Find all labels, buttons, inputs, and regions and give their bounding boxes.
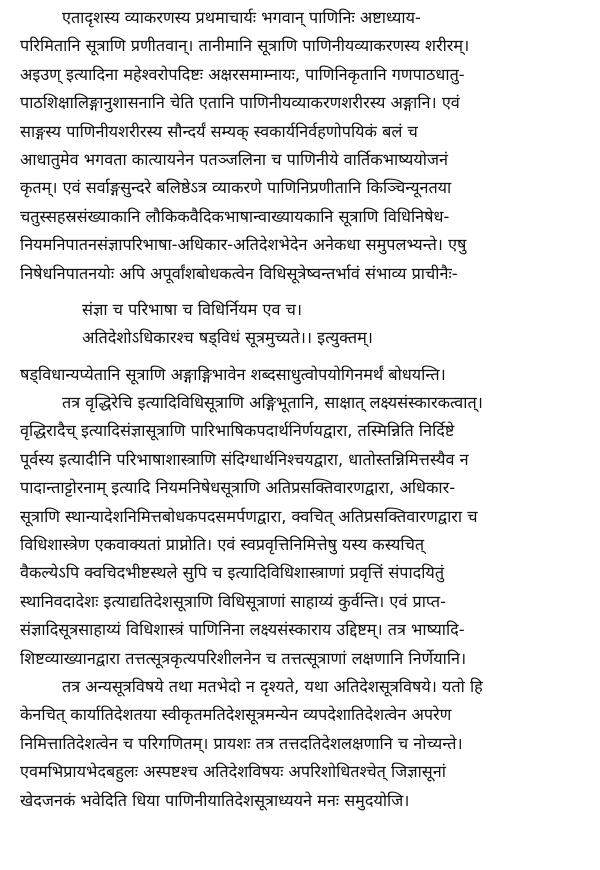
verse-line: अतिदेशोऽधिकारश्च षड्विधं सूत्रमुच्यते।। इत्युक्तम्। [82, 328, 373, 348]
text-line: एतादृशस्य व्याकरणस्य प्रथमाचार्यः भगवान् पाणिनिः अष्टाध्याय- [62, 8, 421, 27]
spacer [20, 288, 590, 296]
text-line: कृतम्। एवं सर्वाङ्गसुन्दरे बलिष्ठेऽत्र व्याकरणे पाणिनिप्रणीतानि किञ्चिन्यूनतया [20, 178, 452, 198]
text-line: खेदजनकं भवेदिति धिया पाणिनीयातिदेशसूत्राध्ययने मनः समुदयोजि। [20, 790, 410, 810]
text-line: साङ्गस्य पाणिनीयशरीरस्य सौन्दर्यं सम्यक् स्वकार्यनिर्वहणोपयिकं बलं च [20, 121, 418, 141]
verse-line: संज्ञा च परिभाषा च विधिर्नियम एव च। [82, 299, 303, 319]
text-line: वैकल्येऽपि क्वचिदभीष्टस्थले सुपि च इत्यादिविधिशास्त्राणां प्रवृत्तिं संपादयितुं [20, 563, 445, 583]
paragraph-intro [20, 4, 590, 288]
text-line: निषेधनिपातनयोः अपि अपूर्वांशबोधकत्वेन विधिसूत्रेष्वन्तर्भावं संभाव्य प्राचीनैः- [20, 263, 458, 283]
text-line: सूत्राणि स्थान्यादेशनिमित्तबोधकपदसमर्पणद्वारा, क्वचित् अतिप्रसक्तिवारणद्वारा च [20, 506, 478, 526]
text-line: तत्र अन्यसूत्रविषये तथा मतभेदो न दृश्यते, यथा अतिदेशसूत्रविषये। यतो हि [62, 676, 483, 696]
text-line: निमित्तातिदेशत्वेन च परिगणितम्। प्रायशः तत्र तत्तदतिदेशलक्षणानि च नोच्यन्ते। [20, 733, 463, 753]
text-line: अइउण् इत्यादिना महेश्वरोपदिष्टः अक्षरसमाम्नायः, पाणिनिकृतानि गणपाठधातु- [20, 64, 465, 84]
text-line: परिमितानि सूत्राणि प्रणीतवान्। तानीमानि सूत्राणि पाणिनीयव्याकरणस्य शरीरम्। [20, 36, 470, 56]
text-line: केनचित् कार्यातिदेशतया स्वीकृतमतिदेशसूत्रमन्येन व्यपदेशातिदेशत्वेन अपरेण [20, 705, 452, 725]
text-line: शिष्टव्याख्यानद्वारा तत्तत्सूत्रकृत्यपरिशीलनेन च तत्तत्सूत्राणां लक्षणानि निर्णेयानि। [20, 648, 467, 668]
paragraph-main [20, 361, 590, 815]
text-line: चतुस्सहस्रसंख्याकानि लौकिकवैदिकभाषान्वाख्यायकानि सूत्राणि विधिनिषेध- [20, 206, 450, 226]
text-line: षड्विधान्यप्येतानि सूत्राणि अङ्गाङ्गिभावेन शब्दसाधुत्वोपयोगिनमर्थं बोधयन्ति। [20, 364, 446, 384]
text-line: आधातुमेव भगवता कात्यायनेन पतञ्जलिना च पाणिनीये वार्तिकभाष्ययोजनं [20, 149, 448, 169]
text-line: पादान्ताट्टोरनाम् इत्यादि नियमनिषेधसूत्राणि अतिप्रसक्तिवारणद्वारा, अधिकार- [20, 478, 456, 498]
text-line: संज्ञादिसूत्रसाहाय्यं विधिशास्त्रं पाणिनिना लक्ष्यसंस्काराय उद्दिष्टम्। तत्र भाष्यादि- [20, 620, 465, 640]
verse-quote [20, 296, 590, 353]
text-line: विधिशास्त्रेण एकवाक्यतां प्राप्नोति। एवं स्वप्रवृत्तिनिमित्तेषु यस्य कस्यचित् [20, 535, 425, 555]
text-line: नियमनिपातनसंज्ञापरिभाषा-अधिकार-अतिदेशभेदेन अनेकधा समुपलभ्यन्ते। एषु [20, 235, 467, 255]
spacer [20, 353, 590, 361]
text-line: पाठशिक्षालिङ्गानुशासनानि चेति एतानि पाणिनीयव्याकरणशरीरस्य अङ्गानि। एवं [20, 93, 460, 113]
text-line: एवमभिप्रायभेदबहुलः अस्पष्टश्च अतिदेशविषयः अपरिशोधितश्चेत् जिज्ञासूनां [20, 762, 446, 782]
text-line: तत्र वृद्धिरेचि इत्यादिविधिसूत्राणि अङ्गिभूतानि, साक्षात् लक्ष्यसंस्कारकत्वात्। [62, 393, 483, 413]
text-line: पूर्वस्य इत्यादीनि परिभाषाशास्त्राणि संदिग्धार्थनिश्चयद्वारा, धातोस्तन्निमित्तस्यैव न [20, 449, 469, 469]
text-line: स्थानिवदादेशः इत्याद्यतिदेशसूत्राणि विधिसूत्राणां साहाय्यं कुर्वन्ति। एवं प्राप्त- [20, 591, 446, 611]
text-line: वृद्धिरादैच् इत्यादिसंज्ञासूत्राणि पारिभाषिकपदार्थनिर्णयद्वारा, तस्मिन्निति निर्दिष्टे [20, 421, 455, 441]
